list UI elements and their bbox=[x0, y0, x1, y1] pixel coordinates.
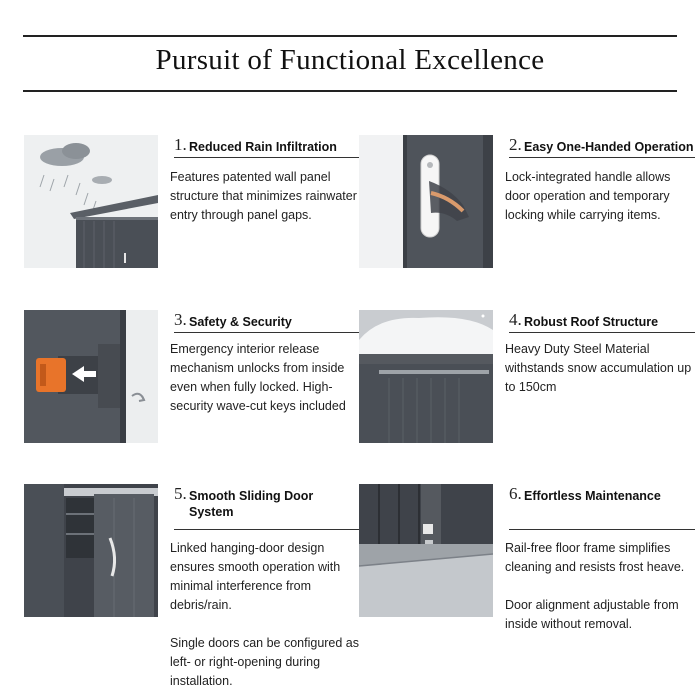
snow-roof-image bbox=[359, 310, 493, 443]
description-paragraph: Door alignment adjustable from inside without removal. bbox=[505, 598, 679, 631]
page-title: Pursuit of Functional Excellence bbox=[155, 44, 545, 76]
description-paragraph: Lock-integrated handle allows door operation and temporary locking while carrying items. bbox=[505, 170, 671, 222]
title-underline bbox=[174, 332, 360, 333]
floor-frame-image bbox=[359, 484, 493, 617]
feature-title: Easy One-Handed Operation bbox=[524, 140, 694, 154]
feature-description bbox=[170, 539, 360, 691]
rain-shed-image bbox=[24, 135, 158, 268]
top-rule bbox=[23, 35, 677, 37]
feature-1 bbox=[24, 135, 364, 335]
description-paragraph: Linked hanging-door design ensures smooth operation with minimal interference from debris/rain. bbox=[170, 541, 341, 612]
title-underline bbox=[509, 529, 695, 530]
feature-number: 4. bbox=[509, 310, 522, 329]
title-underline bbox=[509, 157, 695, 158]
title-underline bbox=[509, 332, 695, 333]
feature-number: 3. bbox=[174, 310, 187, 329]
feature-number: 5. bbox=[174, 484, 187, 503]
feature-title: Effortless Maintenance bbox=[524, 489, 661, 503]
door-handle-image bbox=[359, 135, 493, 268]
feature-number: 6. bbox=[509, 484, 522, 503]
bottom-rule bbox=[23, 90, 677, 92]
feature-title: Safety & Security bbox=[189, 315, 292, 329]
feature-description bbox=[505, 168, 695, 225]
feature-4 bbox=[359, 310, 699, 510]
feature-3 bbox=[24, 310, 364, 510]
feature-6 bbox=[359, 484, 699, 684]
feature-number: 1. bbox=[174, 135, 187, 154]
feature-number: 2. bbox=[509, 135, 522, 154]
description-paragraph: Rail-free floor frame simplifies cleaning and resists frost heave. bbox=[505, 541, 685, 574]
feature-title: Robust Roof Structure bbox=[524, 315, 659, 329]
feature-description bbox=[170, 340, 360, 416]
title-underline bbox=[174, 529, 360, 530]
title-underline bbox=[174, 157, 360, 158]
feature-title: Smooth Sliding Door System bbox=[189, 489, 314, 519]
feature-2 bbox=[359, 135, 699, 335]
description-paragraph: Features patented wall panel structure that minimizes rainwater entry through panel gaps. bbox=[170, 170, 357, 222]
feature-description bbox=[170, 168, 360, 225]
description-paragraph: Heavy Duty Steel Material withstands snow accumulation up to 150cm bbox=[505, 342, 692, 394]
lock-release-image bbox=[24, 310, 158, 443]
sliding-door-image bbox=[24, 484, 158, 617]
description-paragraph: Emergency interior release mechanism unlocks from inside even when fully locked. High-security wave-cut keys included bbox=[170, 342, 346, 413]
feature-description bbox=[505, 340, 695, 397]
feature-description bbox=[505, 539, 695, 634]
feature-title: Reduced Rain Infiltration bbox=[189, 140, 337, 154]
description-paragraph: Single doors can be configured as left- or right-opening during installation. bbox=[170, 636, 360, 688]
feature-5 bbox=[24, 484, 364, 688]
